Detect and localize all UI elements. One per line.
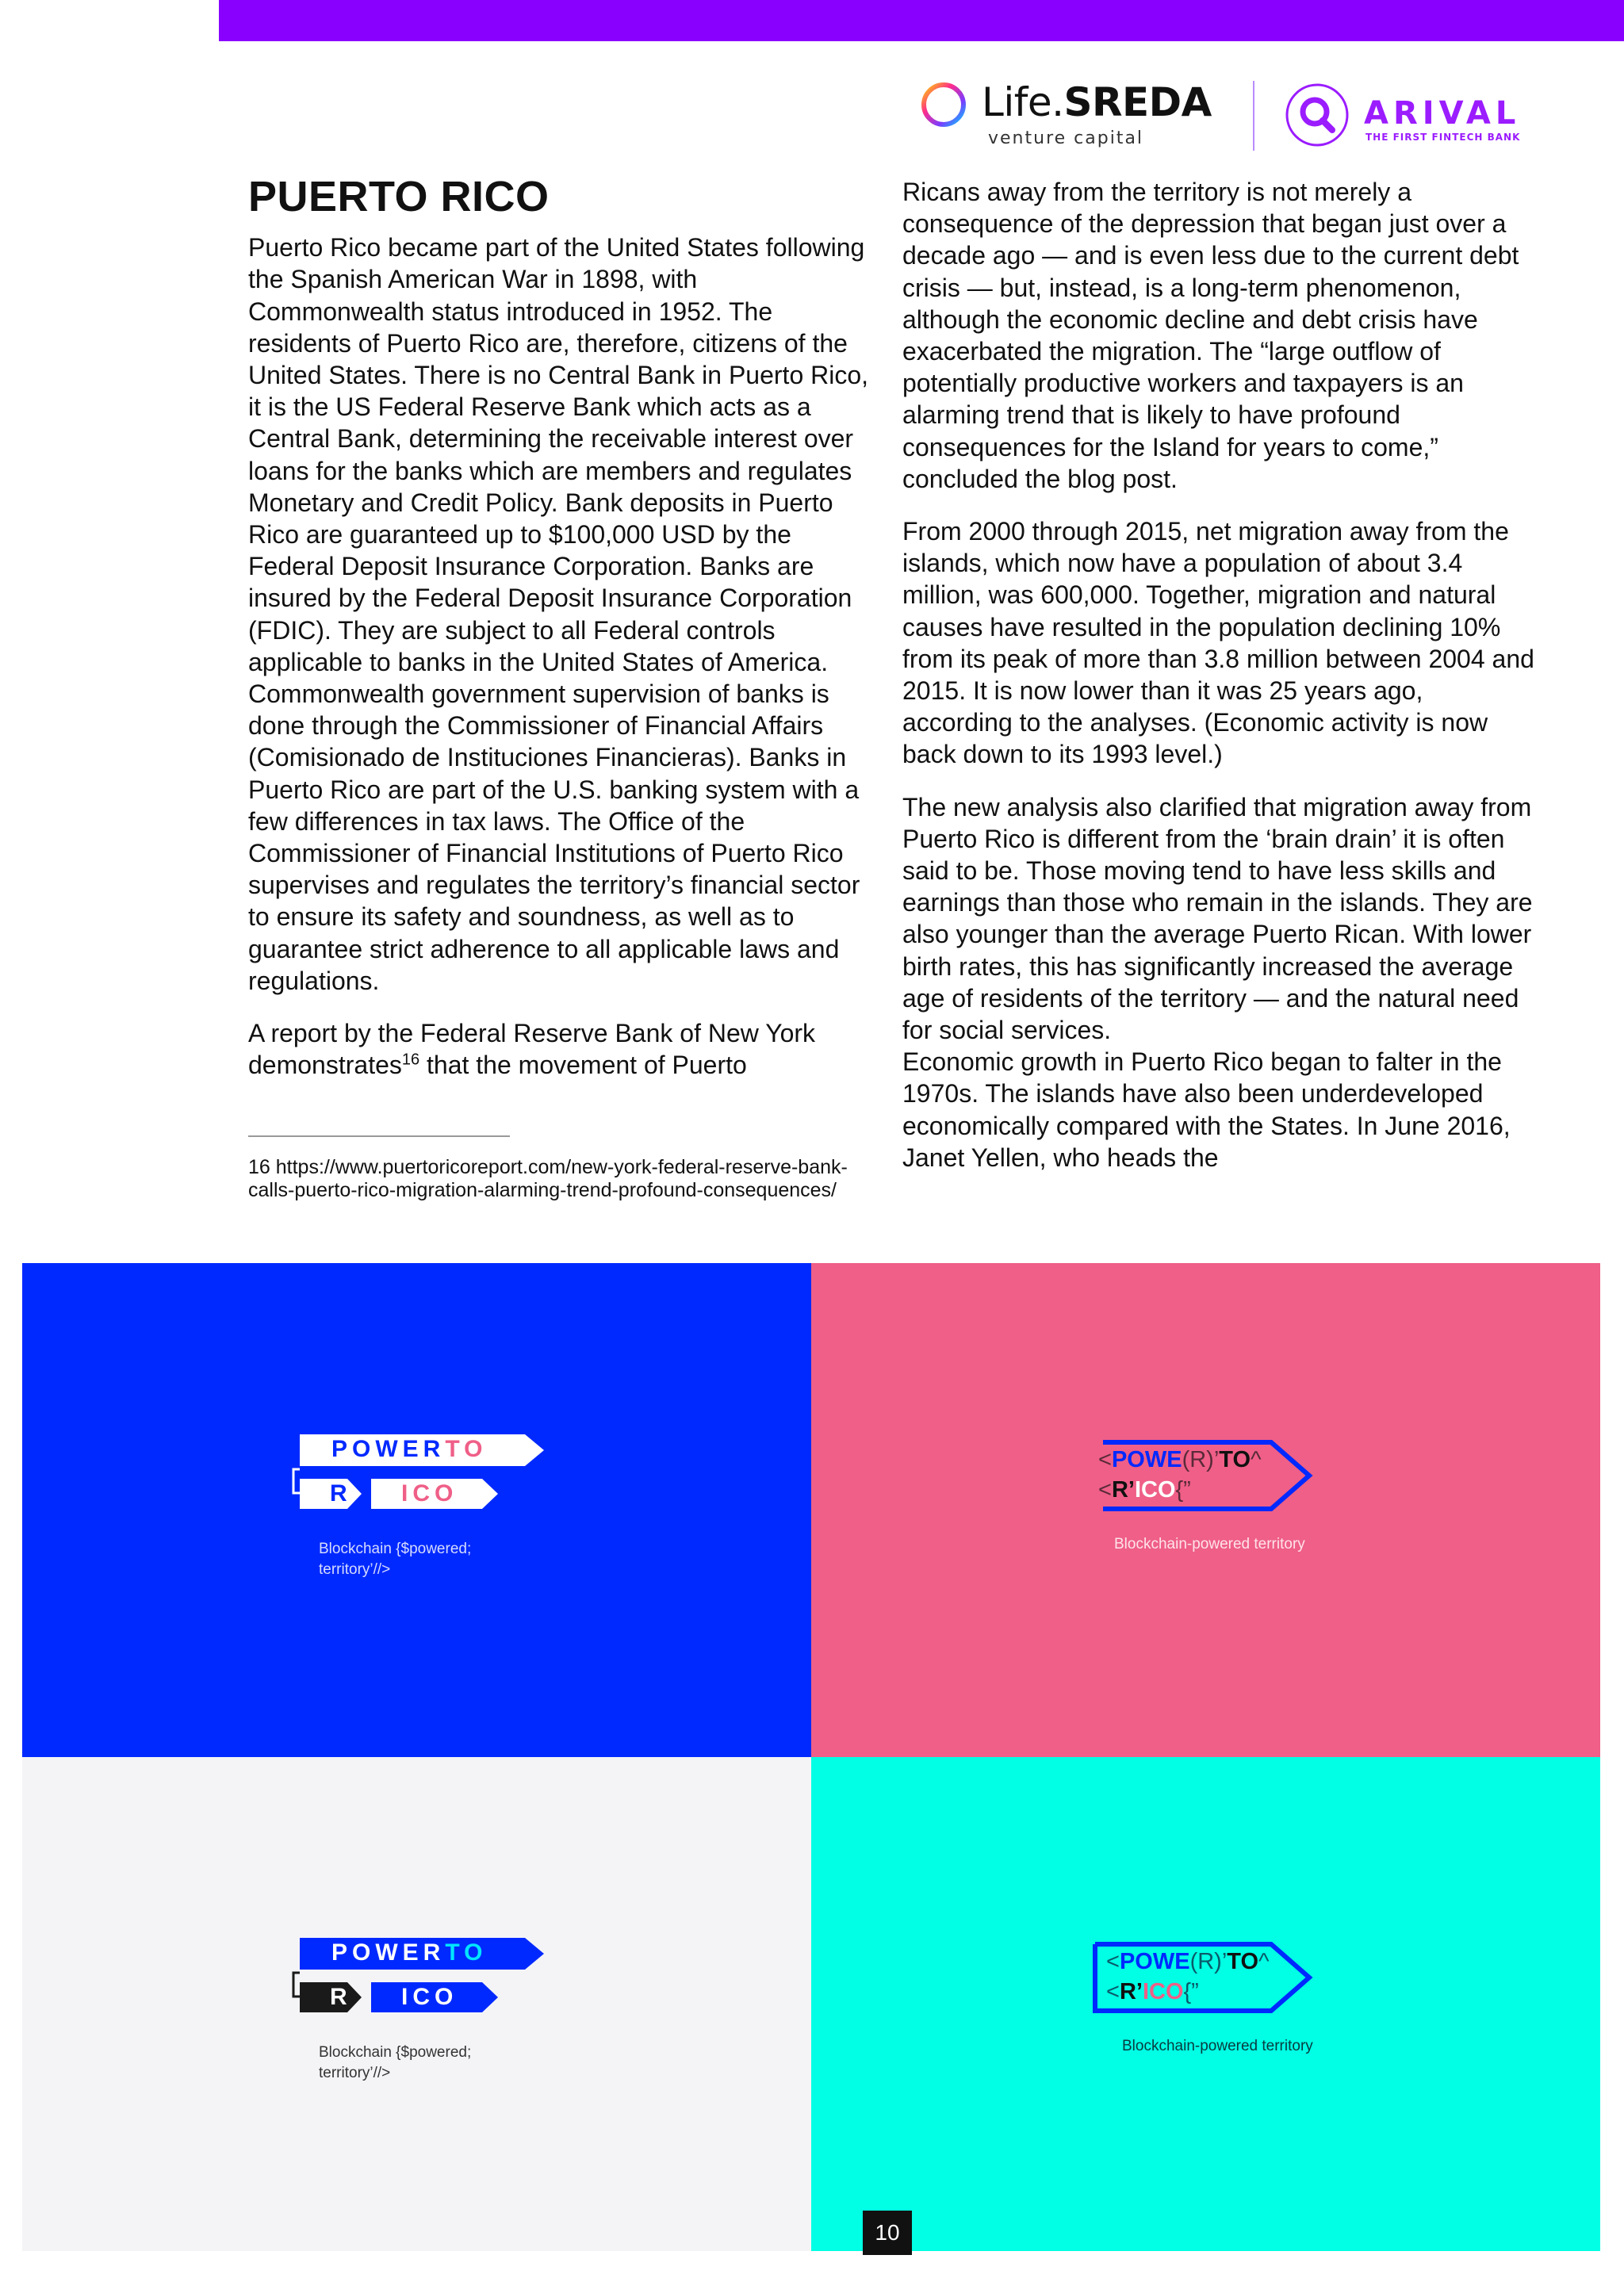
logo-caption: Blockchain {$powered; territory’//> [319,1541,472,1578]
logo-panel-cyan [811,1757,1600,2251]
logo-code-line-2: <R’ICO{” [1106,1979,1199,2004]
arival-magnifier-icon [1285,82,1350,147]
top-accent-bar [219,0,1624,41]
lifesreda-ring-icon [920,81,967,128]
paragraph: Puerto Rico became part of the United States following the Spanish American War in 1898, with Commonwealth status introduced in 1952. The residents of Puerto Rico are, therefore, citizens of the United States. There is no Central Bank in Puerto Rico, it is the US Federal Reserve Bank which acts as a Central Bank, determining the receivable interest over loans for the banks which are members and regulates Monetary and Credit Policy. Bank deposits in Puerto Rico are guaranteed up to $100,000 USD by the Federal Deposit Insurance Corporation. Banks are insured by the Federal Deposit Insurance Corporation (FDIC). They are subject to all Federal controls applicable to banks in the United States of America. Commonwealth government supervision of banks is done through the Commissioner of Financial Affairs (Comisionado de Instituciones Financieras). Banks in Puerto Rico are part of the U.S. banking system with a few differences in tax laws. The Office of the Commissioner of Financial Institutions of Puerto Rico supervises and regulates the territory’s financial sector to ensure its safety and soundness, as well as to guarantee strict adherence to all applicable laws and regulations. [248,233,869,995]
header-logos [920,76,1554,155]
logo-panel-light [22,1757,811,2251]
article-left-column [248,173,875,1101]
logo-line-2-ico: ICO [401,1984,458,2010]
logo-line-1: POWERTO [331,1939,488,1966]
logo-code-line-1: <POWE(R)’TO^ [1098,1447,1262,1472]
logo-panel-blue [22,1263,811,1757]
paragraph: A report by the Federal Reserve Bank of New York demonstrates$^{16}$ that the movement of Puerto [248,1019,816,1080]
logo-line-1: POWERTO [331,1436,488,1462]
footnote-divider [248,1135,510,1137]
logo-panel-pink [811,1263,1600,1757]
logo-caption: Blockchain-powered territory [1122,2038,1313,2054]
paragraph: From 2000 through 2015, net migration away from the islands, which now have a population of about 3.4 million, was 600,000. Together, migration and natural causes have resulted in the population declining 10% from its peak of more than 3.8 million between 2004 and 2015. It is now lower than it was 25 years ago, according to the analyses. (Economic activity is now back down to its 1993 level.) [902,517,1534,769]
logo-caption: Blockchain-powered territory [1114,1536,1305,1552]
lifesreda-name: Life.SREDA [982,79,1212,125]
article-right-column [902,176,1537,1173]
paragraph: The new analysis also clarified that migration away from Puerto Rico is different from the ‘brain drain’ it is often said to be. Those moving tend to have less skills and earnings than those who remain in the islands. They are also younger than the average Puerto Rican. With lower birth rates, this has significantly increased the average age of residents of the territory — and the natural need for social services. Economic growth in Puerto Rico began to falter in the 1970s. The islands have also been underdeveloped economically compared with the States. In June 2016, Janet Yellen, who heads the [902,792,1533,1172]
arival-name: ARIVAL [1364,95,1521,132]
logo-line-2-r: R [330,1984,352,2010]
arival-tagline: THE FIRST FINTECH BANK [1365,132,1521,143]
logo-code-line-1: <POWE(R)’TO^ [1106,1949,1270,1974]
logo-code-line-2: <R’ICO{” [1098,1477,1191,1503]
page-number: 10 [863,2211,912,2255]
logo-divider [1253,81,1254,151]
logo-caption: Blockchain {$powered; territory’//> [319,2044,472,2081]
footnote-ref[interactable]: 16 [401,1051,420,1069]
paragraph: Ricans away from the territory is not merely a consequence of the depression that began just over a decade ago — and is even less due to the current debt crisis — but, instead, is a long-term phenomenon, although the economic decline and debt crisis have exacerbated the migration. The “large outflow of potentially productive workers and taxpayers is an alarming trend that is likely to have profound consequences for the Island for years to come,” concluded the blog post. [902,178,1519,493]
page-title: PUERTO RICO [248,173,550,220]
logo-line-2-ico: ICO [401,1480,458,1507]
logo-line-2-r: R [330,1480,352,1507]
footnote[interactable]: 16 https://www.puertoricoreport.com/new-york-federal-reserve-bank-calls-puerto-rico-migration-alarming-trend-profound-consequences/ [248,1156,848,1201]
lifesreda-subtitle: venture capital [988,128,1144,148]
